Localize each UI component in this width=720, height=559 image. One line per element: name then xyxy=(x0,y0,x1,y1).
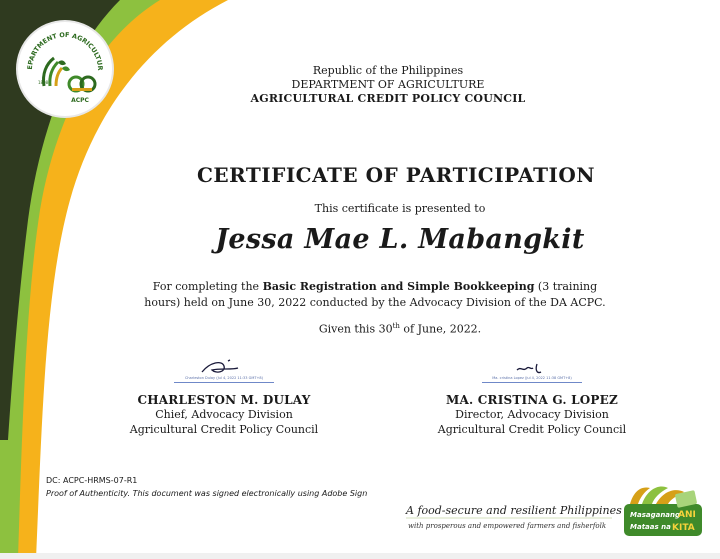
agriculture-seal-icon xyxy=(18,22,112,116)
signatory-name: MA. CRISTINA G. LOPEZ xyxy=(446,393,618,407)
logo-acronym: ACPC xyxy=(71,97,89,104)
header-department: DEPARTMENT OF AGRICULTURE xyxy=(291,78,485,91)
signatory-org: Agricultural Credit Policy Council xyxy=(129,423,319,436)
signatory-name: CHARLESTON M. DULAY xyxy=(137,393,311,407)
department-logo xyxy=(18,22,112,116)
certificate-header xyxy=(240,64,536,106)
given-pre: Given this 30 xyxy=(318,322,393,336)
badge-kita: KITA xyxy=(672,523,695,533)
signature-lopez-icon xyxy=(507,360,557,376)
document-code: DC: ACPC-HRMS-07-R1 xyxy=(46,476,138,485)
bottom-strip xyxy=(0,553,720,559)
signatory-lopez xyxy=(422,360,642,437)
recipient-name: Jessa Mae L. Mabangkit xyxy=(215,224,585,255)
signatory-role: Director, Advocacy Division xyxy=(455,408,609,421)
header-council: AGRICULTURAL CREDIT POLICY COUNCIL xyxy=(250,92,526,105)
signature-line xyxy=(174,382,274,383)
course-name: Basic Registration and Simple Bookkeeping xyxy=(262,280,535,293)
proof-of-authenticity: Proof of Authenticity. This document was signed electronically using Adobe Sign xyxy=(46,489,368,498)
tagline-sub: with prosperous and empowered farmers and fisherfolk xyxy=(408,522,607,530)
badge-ani: ANI xyxy=(678,510,696,520)
signature-dulay-icon xyxy=(194,358,254,376)
presented-text: This certificate is presented to xyxy=(314,202,486,215)
tagline-main: A food-secure and resilient Philippines xyxy=(406,504,622,517)
signatory-org: Agricultural Credit Policy Council xyxy=(437,423,627,436)
given-post: of June, 2022. xyxy=(399,322,482,336)
signatory-role: Chief, Advocacy Division xyxy=(155,408,293,421)
body-post: (3 training hours) held on June 30, 2022 conducted by the Advocacy Division of the DA ACPC. xyxy=(144,280,606,309)
signature-stamp: Ma. cristina Lopez (Jul 4, 2022 11:38 GMT+8) xyxy=(492,376,572,380)
signature-stamp: Charleston Dulay (Jul 4, 2022 11:33 GMT+8) xyxy=(184,376,264,380)
signatory-dulay xyxy=(114,358,334,437)
certificate-body xyxy=(140,279,610,311)
badge-line1: Masaganang xyxy=(630,511,681,519)
given-date xyxy=(250,322,550,336)
logo-ring-text: EPARTMENT OF AGRICULTUR xyxy=(25,30,105,71)
masagana-badge-icon xyxy=(620,482,706,540)
body-pre: For completing the xyxy=(152,280,263,293)
signature-line xyxy=(482,382,582,383)
certificate-title: CERTIFICATE OF PARTICIPATION xyxy=(196,163,596,187)
logo-year: 1898 xyxy=(38,80,49,85)
given-sup: th xyxy=(392,322,400,330)
header-republic: Republic of the Philippines xyxy=(312,64,464,77)
badge-line2: Mataas na xyxy=(630,523,671,531)
